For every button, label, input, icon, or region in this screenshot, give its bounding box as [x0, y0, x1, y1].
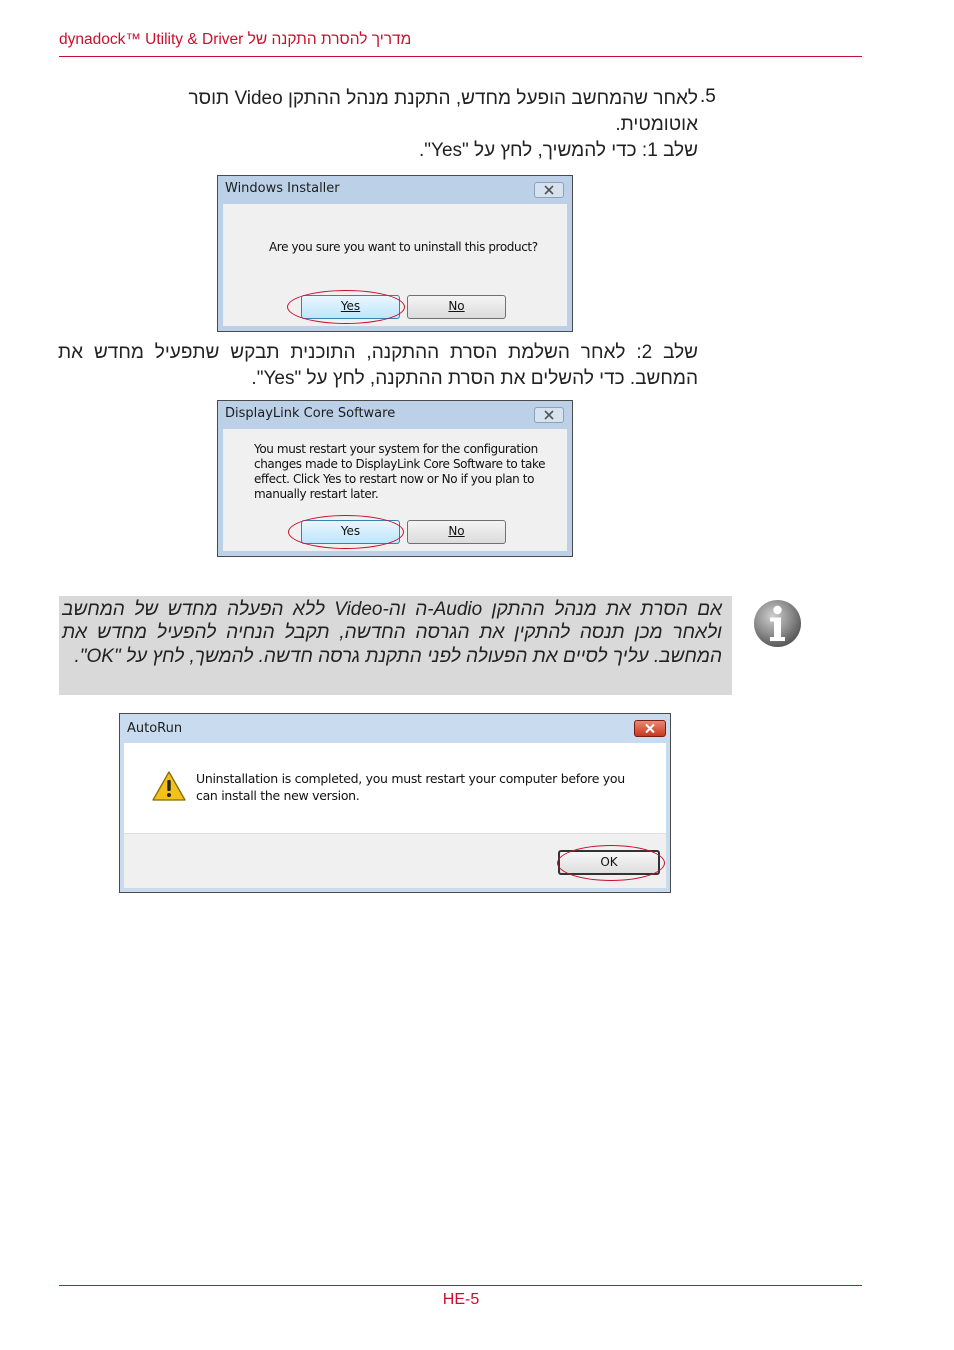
- dialog-message: Are you sure you want to uninstall this product?: [269, 240, 538, 254]
- page-number: HE-5: [442, 1291, 480, 1308]
- yes-label: Yes: [340, 299, 361, 313]
- step2-line2: המחשב. כדי להשלים את הסרת ההתקנה, לחץ על "Yes".: [251, 368, 698, 389]
- close-icon[interactable]: [534, 407, 564, 423]
- message-line: You must restart your system for the configuration: [254, 442, 538, 456]
- step-intro-line2: אוטומטית.: [615, 114, 698, 135]
- dialog-title: DisplayLink Core Software: [225, 406, 396, 421]
- message-line: can install the new version.: [196, 788, 360, 803]
- yes-label: Yes: [340, 524, 361, 538]
- highlight-ring: [287, 290, 405, 324]
- step-number: .5: [700, 86, 716, 107]
- footer-rule: [59, 1285, 862, 1286]
- step2-line1: שלב 2: לאחר השלמת הסרת ההתקנה, התוכנית תבקש שתפעיל מחדש את: [58, 342, 699, 363]
- dialog-title: AutoRun: [127, 721, 183, 736]
- highlight-ring: [288, 515, 404, 549]
- ok-label: OK: [600, 855, 618, 869]
- autorun-dialog: [119, 713, 671, 893]
- message-line: manually restart later.: [254, 487, 379, 501]
- dialog-body: [124, 743, 666, 888]
- dialog-message: [254, 442, 545, 502]
- message-line: Uninstallation is completed, you must restart your computer before you: [196, 771, 625, 786]
- dialog-body: [223, 429, 567, 551]
- message-line: effect. Click Yes to restart now or No if you plan to: [254, 472, 535, 486]
- step1-text: שלב 1: כדי להמשיך, לחץ על "Yes".: [418, 140, 698, 161]
- highlight-ring: [557, 845, 665, 881]
- info-icon: [753, 599, 802, 648]
- no-button[interactable]: [407, 295, 506, 319]
- no-label: No: [448, 524, 465, 538]
- header-title: dynadock™ Utility & Driver מדריך להסרת התקנה של: [59, 31, 412, 48]
- note-text: אם הסרת את מנהל ההתקן Audio-ה וה-Video ללא הפעלה מחדש של המחשב ולאחר מכן תנסה להתקין את הגרסה החדשה, תקבל הנחיה להפעיל מחדש את המחשב. עליך לסיים את הפעולה לפני התקנת גרסה חדשה. להמשך, לחץ על "OK".: [62, 599, 723, 667]
- dialog-body: [223, 204, 567, 326]
- step-intro-line1: לאחר שהמחשב הופעל מחדש, התקנת מנהל ההתקן Video תוסר: [188, 88, 698, 109]
- no-label: No: [448, 299, 465, 313]
- header-rule: [59, 56, 862, 57]
- warning-icon: [151, 770, 187, 802]
- displaylink-dialog: [217, 400, 573, 557]
- close-icon[interactable]: [534, 182, 564, 198]
- close-icon[interactable]: [634, 720, 666, 737]
- dialog-message: [196, 770, 625, 804]
- dialog-title: Windows Installer: [225, 181, 340, 196]
- no-button[interactable]: [407, 520, 506, 544]
- windows-installer-dialog: [217, 175, 573, 332]
- message-line: changes made to DisplayLink Core Software to take: [254, 457, 546, 471]
